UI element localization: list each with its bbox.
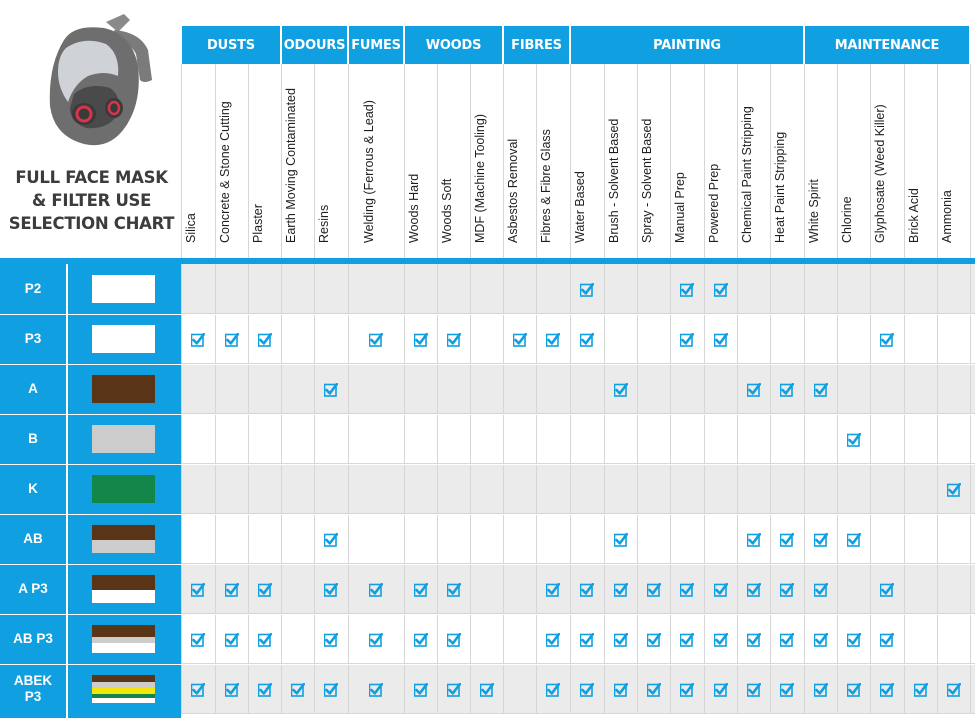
table-row [181, 564, 975, 614]
check-icon [747, 633, 761, 647]
filter-label-text: ABEK P3 [13, 673, 53, 704]
check-icon [780, 583, 794, 597]
check-icon [714, 333, 728, 347]
grid-line [248, 64, 249, 258]
column-label-text: White Spirit [806, 179, 821, 243]
check-icon [680, 333, 694, 347]
row-separator [0, 464, 975, 465]
grid-line [637, 64, 638, 258]
column-label [404, 64, 437, 256]
grid-line [937, 264, 938, 714]
filter-label: K [28, 481, 38, 496]
column-label [215, 64, 248, 256]
grid-line [970, 264, 971, 714]
group-header: FIBRES [504, 26, 569, 64]
column-label-text: Brush - Solvent Based [606, 118, 621, 243]
swatch-band [92, 475, 155, 503]
check-icon [414, 583, 428, 597]
grid-line [181, 264, 182, 714]
swatch-band [92, 425, 155, 453]
grid-line [737, 264, 738, 714]
grid-line [404, 264, 405, 714]
check-icon [447, 583, 461, 597]
filter-color-swatch [92, 475, 155, 503]
swatch-band [92, 643, 155, 653]
row-separator [181, 713, 975, 714]
grid-line [248, 264, 249, 714]
check-icon [847, 533, 861, 547]
check-icon [447, 633, 461, 647]
check-icon [747, 383, 761, 397]
swatch-band [92, 698, 155, 703]
check-icon [546, 633, 560, 647]
check-icon [880, 683, 894, 697]
grid-line [215, 64, 216, 258]
column-label [470, 64, 503, 256]
check-icon [714, 683, 728, 697]
column-label [837, 64, 870, 256]
check-icon [947, 683, 961, 697]
check-icon [880, 333, 894, 347]
filter-label: AB [23, 531, 43, 546]
column-label-text: Brick Acid [906, 188, 921, 243]
column-label [281, 64, 314, 256]
check-icon [780, 383, 794, 397]
check-icon [291, 683, 305, 697]
column-label [670, 64, 704, 256]
check-icon [847, 433, 861, 447]
row-separator [0, 664, 975, 665]
check-icon [680, 633, 694, 647]
column-label-text: Chlorine [839, 196, 854, 243]
filter-color-swatch [92, 625, 155, 653]
check-icon [647, 633, 661, 647]
grid-line [314, 264, 315, 714]
check-icon [580, 283, 594, 297]
grid-line [870, 64, 871, 258]
column-label-text: Woods Hard [406, 173, 421, 243]
check-icon [480, 683, 494, 697]
column-label-text: Earth Moving Contaminated [283, 88, 298, 243]
check-icon [546, 583, 560, 597]
grid-line [804, 264, 805, 714]
column-label-text: Resins [317, 204, 331, 243]
check-icon [369, 633, 383, 647]
swatch-band [92, 575, 155, 590]
swatch-band [92, 375, 155, 403]
group-header: ODOURS [282, 26, 347, 64]
grid-line [536, 64, 537, 258]
column-label-text: Heat Paint Stripping [773, 131, 787, 243]
grid-line [437, 264, 438, 714]
column-label [904, 64, 937, 256]
check-icon [580, 683, 594, 697]
title-line: & FILTER USE [31, 191, 152, 210]
grid-line [348, 264, 349, 714]
column-label [804, 64, 837, 256]
check-icon [747, 583, 761, 597]
check-icon [546, 683, 560, 697]
filter-color-swatch [92, 375, 155, 403]
check-icon [880, 583, 894, 597]
check-icon [714, 283, 728, 297]
check-icon [225, 583, 239, 597]
grid-line [837, 264, 838, 714]
check-icon [614, 383, 628, 397]
column-label [937, 64, 970, 256]
grid-line [637, 264, 638, 714]
check-icon [447, 683, 461, 697]
grid-line [503, 264, 504, 714]
column-label [737, 64, 770, 256]
grid-line [570, 264, 571, 714]
grid-line [670, 64, 671, 258]
grid-line [770, 264, 771, 714]
check-icon [580, 333, 594, 347]
check-icon [191, 683, 205, 697]
check-icon [414, 683, 428, 697]
filter-label: B [28, 431, 38, 446]
group-header: MAINTENANCE [805, 26, 969, 64]
check-icon [814, 383, 828, 397]
check-icon [780, 683, 794, 697]
grid-line [215, 264, 216, 714]
grid-line [737, 64, 738, 258]
grid-line [937, 64, 938, 258]
column-label [181, 64, 215, 256]
column-label-text: Asbestos Removal [505, 138, 520, 243]
full-face-mask-image [44, 10, 154, 160]
table-row [181, 314, 975, 364]
grid-line [470, 264, 471, 714]
check-icon [258, 633, 272, 647]
check-icon [580, 583, 594, 597]
check-icon [814, 533, 828, 547]
sidebar-divider [66, 264, 68, 718]
filter-color-swatch [92, 275, 155, 303]
column-label-text: Manual Prep [673, 172, 687, 243]
check-icon [680, 683, 694, 697]
grid-line [904, 64, 905, 258]
grid-line [348, 64, 349, 258]
check-icon [614, 683, 628, 697]
check-icon [225, 333, 239, 347]
grid-line [570, 64, 571, 258]
column-label [536, 64, 570, 256]
column-label-text: MDF (Machine Tooling) [472, 114, 487, 243]
grid-line [503, 64, 504, 258]
column-label-text: Welding (Ferrous & Lead) [362, 100, 376, 243]
check-icon [324, 633, 338, 647]
column-label-text: Chemical Paint Stripping [739, 106, 754, 243]
check-icon [880, 633, 894, 647]
grid-line [470, 64, 471, 258]
column-label [314, 64, 348, 256]
check-icon [680, 283, 694, 297]
column-label [604, 64, 637, 256]
swatch-band [92, 275, 155, 303]
check-icon [324, 383, 338, 397]
column-label [437, 64, 470, 256]
check-icon [191, 333, 205, 347]
chart-title [0, 166, 183, 235]
check-icon [780, 633, 794, 647]
filter-label: P3 [24, 331, 42, 346]
column-label-text: Ammonia [939, 190, 954, 243]
filter-color-swatch [92, 675, 155, 703]
column-label [503, 64, 536, 256]
filter-color-swatch [92, 575, 155, 603]
column-label [248, 64, 281, 256]
grid-line [281, 64, 282, 258]
swatch-band [92, 590, 155, 603]
grid-line [837, 64, 838, 258]
swatch-band [92, 540, 155, 553]
check-icon [647, 583, 661, 597]
check-icon [847, 683, 861, 697]
check-icon [225, 683, 239, 697]
check-icon [614, 583, 628, 597]
grid-line [704, 64, 705, 258]
column-label-text: Fibres & Fibre Glass [539, 129, 553, 243]
filter-label: A [28, 381, 38, 396]
check-icon [814, 633, 828, 647]
swatch-band [92, 675, 155, 682]
check-icon [947, 483, 961, 497]
column-label [348, 64, 404, 256]
grid-line [770, 64, 771, 258]
row-separator [0, 414, 975, 415]
group-header: DUSTS [182, 26, 280, 64]
column-label-text: Silica [184, 213, 198, 243]
row-separator [0, 564, 975, 565]
check-icon [324, 583, 338, 597]
check-icon [747, 683, 761, 697]
check-icon [747, 533, 761, 547]
filter-label [0, 664, 66, 714]
filter-label: P2 [24, 281, 42, 296]
check-icon [225, 633, 239, 647]
filter-label: AB P3 [13, 631, 53, 646]
check-icon [258, 333, 272, 347]
check-icon [414, 333, 428, 347]
check-icon [447, 333, 461, 347]
title-line: FULL FACE MASK [15, 168, 168, 187]
grid-line [970, 64, 971, 258]
check-icon [780, 533, 794, 547]
row-separator [0, 364, 975, 365]
swatch-band [92, 325, 155, 353]
table-row [181, 464, 975, 514]
check-icon [191, 633, 205, 647]
grid-line [670, 264, 671, 714]
check-icon [614, 533, 628, 547]
grid-line [281, 264, 282, 714]
table-row [181, 264, 975, 314]
column-label-text: Water Based [573, 171, 587, 243]
group-header: PAINTING [571, 26, 803, 64]
column-label [704, 64, 737, 256]
group-header: WOODS [405, 26, 502, 64]
column-label [770, 64, 804, 256]
row-separator [0, 314, 975, 315]
row-separator [0, 614, 975, 615]
grid-line [870, 264, 871, 714]
grid-line [904, 264, 905, 714]
check-icon [369, 333, 383, 347]
grid-line [437, 64, 438, 258]
check-icon [914, 683, 928, 697]
column-label-text: Powered Prep [706, 163, 721, 243]
table-row [181, 364, 975, 414]
check-icon [714, 633, 728, 647]
check-icon [714, 583, 728, 597]
grid-line [404, 64, 405, 258]
check-icon [647, 683, 661, 697]
column-label-text: Concrete & Stone Cutting [217, 101, 232, 243]
check-icon [847, 633, 861, 647]
grid-line [604, 264, 605, 714]
check-icon [324, 533, 338, 547]
grid-line [314, 64, 315, 258]
check-icon [414, 633, 428, 647]
column-label-text: Plaster [250, 204, 265, 243]
filter-label: A P3 [18, 581, 48, 596]
filter-color-swatch [92, 525, 155, 553]
group-header: FUMES [349, 26, 403, 64]
check-icon [814, 583, 828, 597]
check-icon [513, 333, 527, 347]
column-label-text: Glyphosate (Weed Killer) [873, 104, 887, 243]
check-icon [814, 683, 828, 697]
swatch-band [92, 625, 155, 637]
check-icon [546, 333, 560, 347]
check-icon [258, 583, 272, 597]
grid-line [804, 64, 805, 258]
check-icon [258, 683, 272, 697]
check-icon [369, 683, 383, 697]
row-separator [0, 514, 975, 515]
filter-color-swatch [92, 425, 155, 453]
grid-line [181, 64, 182, 258]
column-label [637, 64, 670, 256]
grid-line [604, 64, 605, 258]
swatch-band [92, 525, 155, 540]
title-line: SELECTION CHART [8, 214, 175, 233]
filter-color-swatch [92, 325, 155, 353]
check-icon [369, 583, 383, 597]
column-label-text: Spray - Solvent Based [639, 118, 654, 243]
check-icon [614, 633, 628, 647]
check-icon [680, 583, 694, 597]
column-label [570, 64, 604, 256]
grid-line [536, 264, 537, 714]
check-icon [191, 583, 205, 597]
check-icon [580, 633, 594, 647]
check-icon [324, 683, 338, 697]
column-label-text: Woods Soft [439, 178, 454, 243]
column-label [870, 64, 904, 256]
grid-line [704, 264, 705, 714]
